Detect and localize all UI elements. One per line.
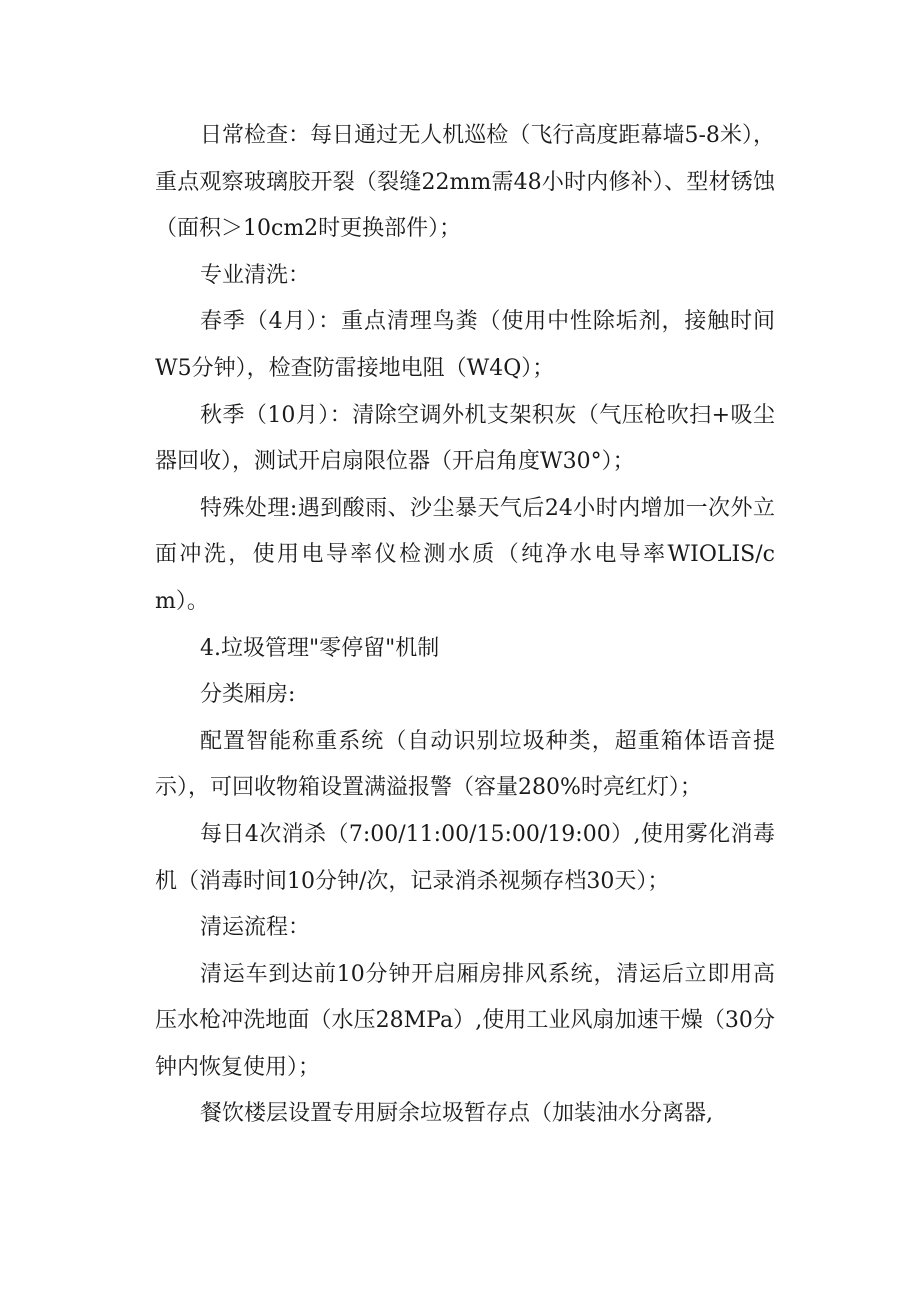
body-text — [155, 113, 775, 1138]
paragraph-transport-process-heading: 清运流程： — [200, 915, 311, 941]
paragraph-spring-cleaning: 春季（4月）：重点清理鸟粪（使用中性除垢剂，接触时间W5分钟），检查防雷接地电阻（W4Q）； — [155, 309, 775, 381]
paragraph-smart-weighing: 配置智能称重系统（自动识别垃圾种类，超重箱体语音提示），可回收物箱设置满溢报警（容量280%时亮红灯）； — [155, 728, 775, 801]
paragraph-special-treatment: 特殊处理:遇到酸雨、沙尘暴天气后24小时内增加一次外立面冲洗，使用电导率仪检测水质（纯净水电导率WIOLIS/cm）。 — [155, 495, 775, 614]
paragraph-transport-procedure: 清运车到达前10分钟开启厢房排风系统，清运后立即用高压水枪冲洗地面（水压28MPa）,使用工业风扇加速干燥（30分钟内恢复使用）； — [155, 961, 775, 1080]
paragraph-professional-cleaning-heading: 专业清洗： — [200, 262, 311, 288]
paragraph-kitchen-waste: 餐饮楼层设置专用厨余垃圾暂存点（加装油水分离器, — [200, 1101, 713, 1127]
paragraph-sorting-room-heading: 分类厢房: — [200, 682, 296, 708]
paragraph-disinfection: 每日4次消杀（7:00/11:00/15:00/19:00）,使用雾化消毒机（消毒时间10分钟/次，记录消杀视频存档30天）； — [155, 821, 775, 894]
section-heading-garbage-management: 4.垃圾管理"零停留"机制 — [200, 635, 440, 661]
paragraph-autumn-cleaning: 秋季（10月）：清除空调外机支架积灰（气压枪吹扫+吸尘器回收），测试开启扇限位器（开启角度W30°）； — [155, 402, 775, 475]
paragraph-daily-inspection: 日常检查：每日通过无人机巡检（飞行高度距幕墙5-8米），重点观察玻璃胶开裂（裂缝22mm需48小时内修补）、型材锈蚀（面积＞10cm2时更换部件）； — [155, 123, 775, 242]
